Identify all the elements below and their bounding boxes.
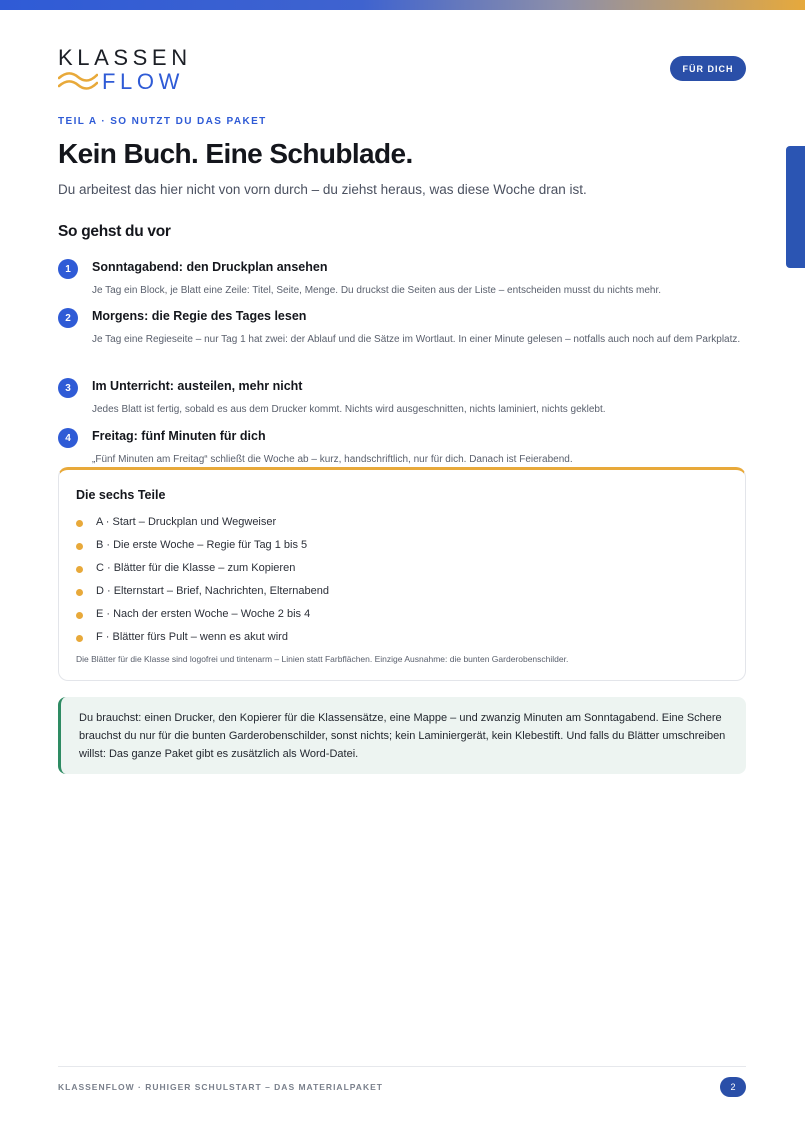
parts-list [76, 510, 329, 648]
step-title: Sonntagabend: den Druckplan ansehen [92, 260, 328, 274]
requirements-callout [58, 697, 746, 774]
bullet-dot-icon [76, 566, 83, 573]
step-number-badge: 2 [58, 308, 78, 328]
step-description: Jedes Blatt ist fertig, sobald es aus dem Drucker kommt. Nichts wird ausgeschnitten, nichts laminiert, nichts geklebt. [92, 404, 606, 415]
step-title: Freitag: fünf Minuten für dich [92, 429, 266, 443]
bullet-dot-icon [76, 543, 83, 550]
callout-text: Du brauchst: einen Drucker, den Kopierer für die Klassensätze, eine Mappe – und zwanzig Minuten am Sonntagabend. Eine Schere brauchst du nur für die bunten Garderobenschilder, sonst nichts; kein Laminiergerät, kein Klebestift. Und falls du Blätter umschreiben willst: Das ganze Paket gibt es zusätzlich als Word-Datei. [79, 712, 726, 760]
side-tab-marker [786, 146, 805, 268]
parts-footnote: Die Blätter für die Klasse sind logofrei und tintenarm – Linien statt Farbflächen. Einzige Ausnahme: die bunten Garderobenschilder. [76, 654, 569, 664]
part-label: C · Blätter für die Klasse – zum Kopieren [96, 561, 296, 574]
step-description: „Fünf Minuten am Freitag“ schließt die Woche ab – kurz, handschriftlich, nur für dich. Danach ist Feierabend. [92, 454, 573, 465]
wave-icon [58, 71, 98, 93]
brand-logo [58, 47, 192, 93]
bullet-dot-icon [76, 520, 83, 527]
step-title: Im Unterricht: austeilen, mehr nicht [92, 379, 303, 393]
page-title: Kein Buch. Eine Schublade. [58, 138, 413, 169]
part-label: E · Nach der ersten Woche – Woche 2 bis 4 [96, 607, 311, 620]
logo-wordmark-top: KLASSEN [58, 45, 192, 70]
page-subtitle: Du arbeitest das hier nicht von vorn durch – du ziehst heraus, was diese Woche dran ist. [58, 182, 587, 197]
parts-overview-card [58, 467, 746, 681]
part-label: F · Blätter fürs Pult – wenn es akut wird [96, 630, 288, 643]
part-label: A · Start – Druckplan und Wegweiser [96, 515, 277, 528]
parts-title: Die sechs Teile [76, 488, 166, 502]
logo-wordmark-bottom: FLOW [102, 69, 184, 94]
list-item [76, 625, 329, 648]
top-gradient-bar [0, 0, 805, 10]
page-number-badge: 2 [720, 1077, 746, 1097]
list-item [76, 510, 329, 533]
list-item [76, 556, 329, 579]
steps-heading: So gehst du vor [58, 223, 171, 240]
part-label: D · Elternstart – Brief, Nachrichten, Elternabend [96, 584, 329, 597]
bullet-dot-icon [76, 612, 83, 619]
part-label: B · Die erste Woche – Regie für Tag 1 bis 5 [96, 538, 308, 551]
step-description: Je Tag eine Regieseite – nur Tag 1 hat zwei: der Ablauf und die Sätze im Wortlaut. In einer Minute gelesen – notfalls auch noch auf dem Parkplatz. [92, 334, 741, 345]
step-title: Morgens: die Regie des Tages lesen [92, 309, 307, 323]
list-item [76, 579, 329, 602]
step-description: Je Tag ein Block, je Blatt eine Zeile: Titel, Seite, Menge. Du druckst die Seiten aus der Liste – entscheiden musst du nichts mehr. [92, 285, 662, 296]
bullet-dot-icon [76, 589, 83, 596]
footer-divider [58, 1066, 746, 1067]
audience-badge: FÜR DICH [670, 56, 746, 81]
list-item [76, 533, 329, 556]
footer-title: KLASSENFLOW · RUHIGER SCHULSTART – DAS MATERIALPAKET [58, 1082, 383, 1092]
step-number-badge: 1 [58, 259, 78, 279]
list-item [76, 602, 329, 625]
section-eyebrow: TEIL A · SO NUTZT DU DAS PAKET [58, 116, 267, 127]
bullet-dot-icon [76, 635, 83, 642]
step-number-badge: 4 [58, 428, 78, 448]
step-number-badge: 3 [58, 378, 78, 398]
